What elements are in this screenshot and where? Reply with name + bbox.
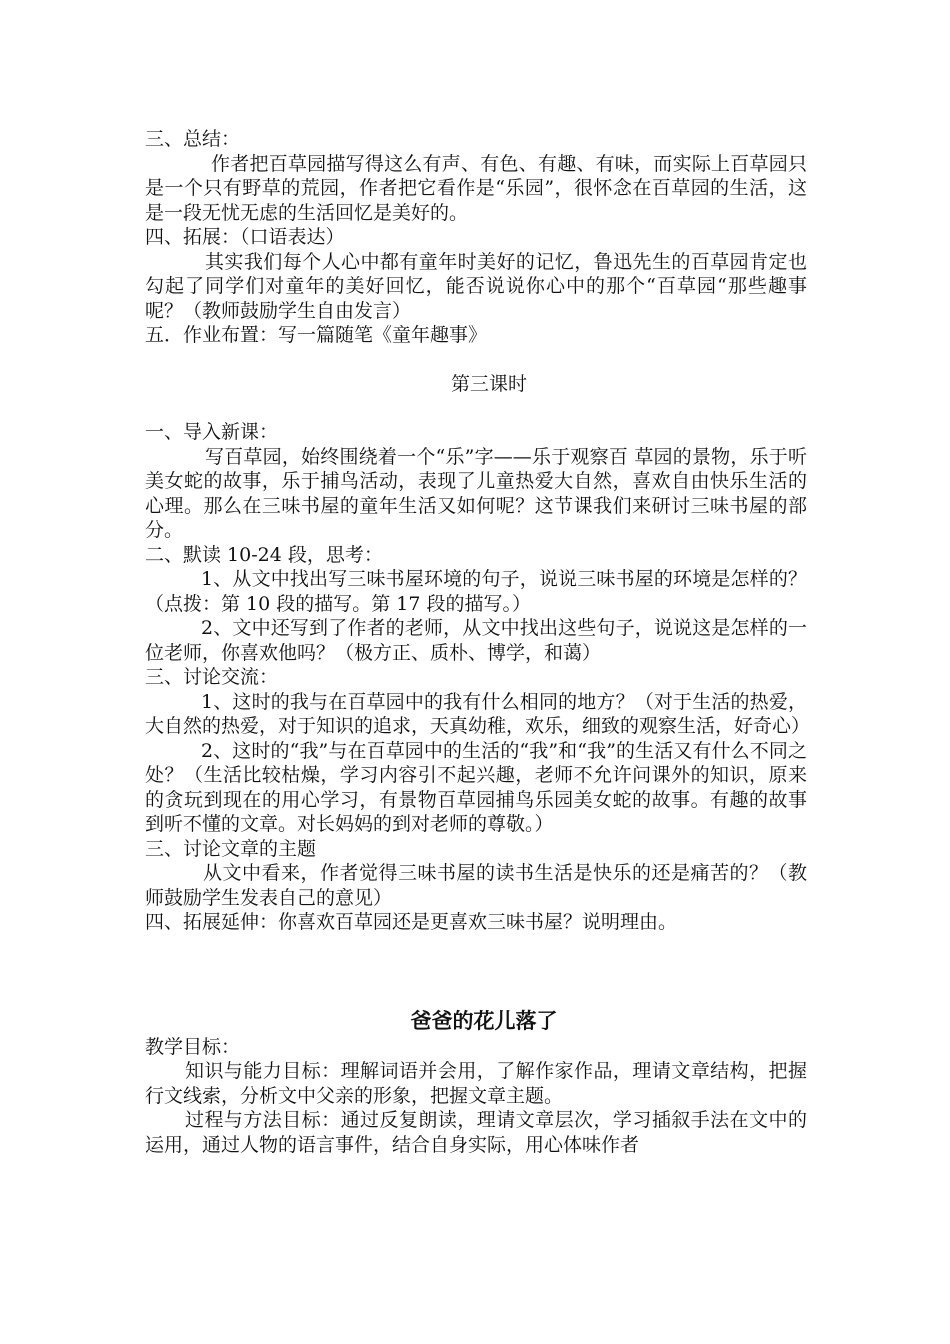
document-body — [145, 127, 811, 1157]
goals-heading: 教学目标： — [145, 1035, 241, 1058]
spacer — [145, 935, 807, 1007]
spacer — [145, 348, 807, 372]
homework-line: 五．作业布置：写一篇随笔《童年趣事》 — [145, 324, 488, 346]
spacer — [145, 396, 807, 420]
discuss-heading: 三、讨论交流： — [145, 666, 279, 688]
discuss-question-1: 1、这时的我与在百草园中的我有什么相同的地方？（对于生活的热爱，大自然的热爱，对于知识的追求，天真幼稚，欢乐，细致的观察生活，好奇心） — [145, 690, 811, 737]
read-question-2: 2、文中还写到了作者的老师，从文中找出这些句子，说说这是怎样的一位老师，你喜欢他吗？（极方正、质朴、博学，和蔼） — [145, 617, 807, 664]
goal-process: 过程与方法目标：通过反复朗读，理请文章层次，学习插叙手法在文中的运用，通过人物的语言事件，结合自身实际，用心体味作者 — [145, 1109, 807, 1156]
intro-heading: 一、导入新课： — [145, 421, 279, 443]
extension-line: 四、拓展延伸：你喜欢百草园还是更喜欢三味书屋？说明理由。 — [145, 911, 678, 933]
summary-heading: 三、总结： — [145, 128, 241, 150]
discuss-question-2: 2、这时的“我”与在百草园中的生活的“我”和“我”的生活又有什么不同之处？（生活比较枯燥，学习内容引不起兴趣，老师不允许问课外的知识，原来的贪玩到现在的用心学习，有景物百草园捕鸟乐园美女蛇的故事。有趣的故事到听不懂的文章。对长妈妈的到对老师的尊敬。） — [145, 739, 807, 835]
goal-knowledge: 知识与能力目标：理解词语并会用，了解作家作品，理请文章结构，把握行文线索，分析文中父亲的形象，把握文章主题。 — [145, 1060, 807, 1107]
extend-body: 其实我们每个人心中都有童年时美好的记忆，鲁迅先生的百草园肯定也勾起了同学们对童年的美好回忆，能否说说你心中的那个“百草园“那些趣事呢？（教师鼓励学生自由发言） — [145, 250, 807, 322]
lesson3-title: 第三课时 — [450, 372, 527, 395]
theme-heading: 三、讨论文章的主题 — [145, 837, 317, 860]
theme-body: 从文中看来，作者觉得三味书屋的读书生活是快乐的还是痛苦的？（教师鼓励学生发表自己的意见） — [145, 862, 807, 909]
intro-body: 写百草园，始终围绕着一个“乐”字——乐于观察百 草园的景物，乐于听美女蛇的故事，乐于捕鸟活动，表现了儿童热爱大自然，喜欢自由快乐生活的心理。那么在三味书屋的童年生活又如何呢？这节课我们来研讨三味书屋的部分。 — [145, 445, 807, 541]
next-lesson-title: 爸爸的花儿落了 — [410, 1007, 558, 1033]
read-question-1: 1、从文中找出写三味书屋环境的句子，说说三味书屋的环境是怎样的？（点拨：第 10 段的描写。第 17 段的描写。） — [145, 568, 807, 615]
summary-body: 作者把百草园描写得这么有声、有色、有趣、有味，而实际上百草园只是一个只有野草的荒园，作者把它看作是“乐园”，很怀念在百草园的生活，这是一段无忧无虑的生活回忆是美好的。 — [145, 152, 807, 224]
read-heading: 二、默读 10-24 段，思考： — [145, 543, 383, 566]
extend-heading: 四、拓展：（口语表达） — [145, 226, 345, 248]
